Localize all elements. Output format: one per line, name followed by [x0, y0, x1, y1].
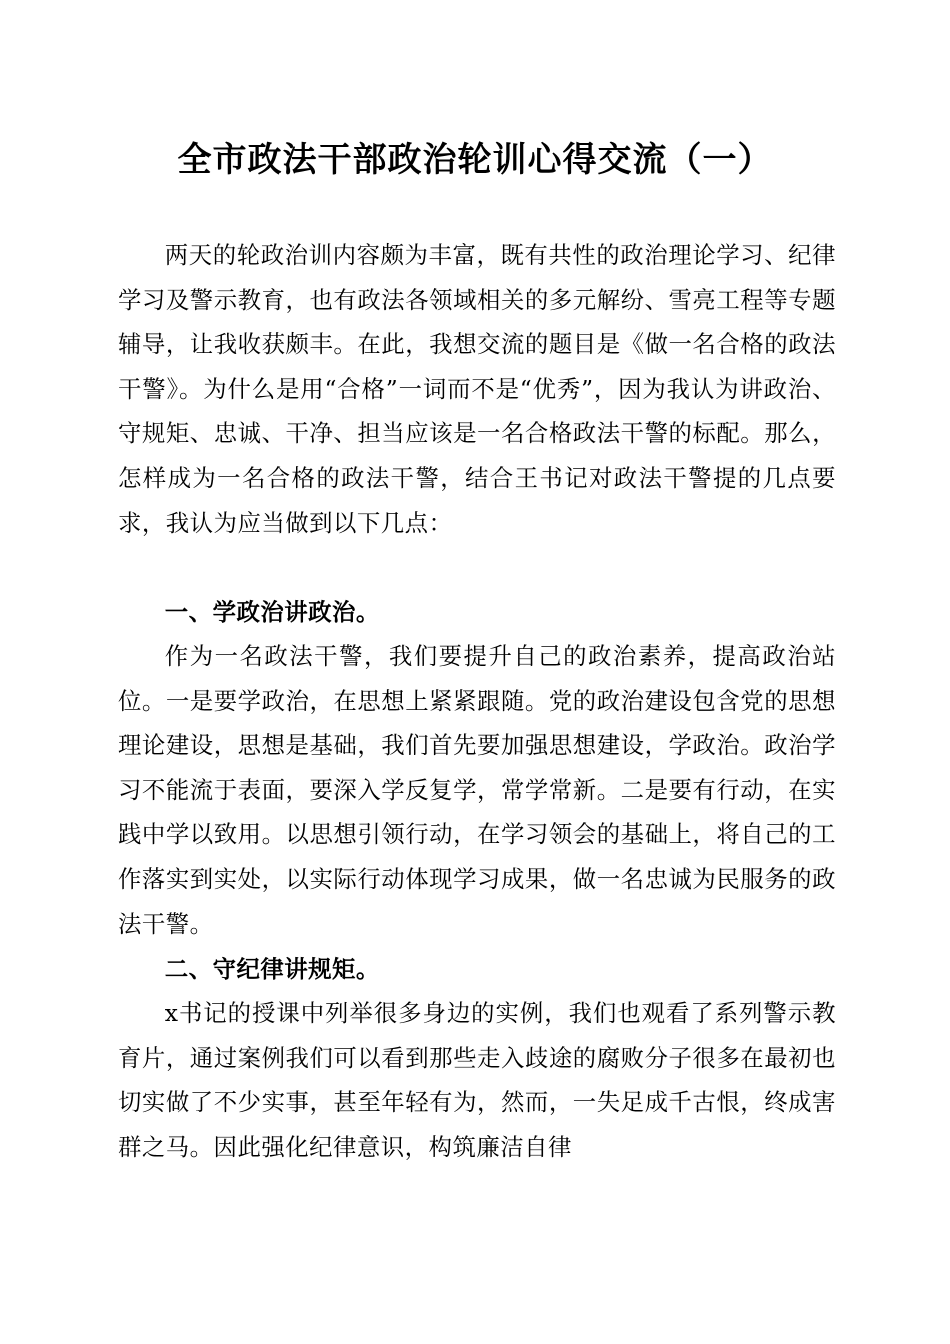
section-1-paragraph: 作为一名政法干警，我们要提升自己的政治素养，提高政治站位。一是要学政治，在思想上紧紧跟随。党的政治建设包含党的思想理论建设，思想是基础，我们首先要加强思想建设，学政治。政治学习不能流于表面，要深入学反复学，常学常新。二是要有行动，在实践中学以致用。以思想引领行动，在学习领会的基础上，将自己的工作落实到实处，以实际行动体现学习成果，做一名忠诚为民服务的政法干警。 [118, 642, 836, 938]
section-1-heading: 一、学政治讲政治。 [164, 598, 380, 626]
document-title: 全市政法干部政治轮训心得交流（一） [177, 140, 773, 180]
section-2-heading: 二、守纪律讲规矩。 [164, 955, 380, 983]
section-1-heading-block [118, 590, 836, 635]
section-2-body-block [118, 991, 836, 1169]
intro-paragraph: 两天的轮政治训内容颇为丰富，既有共性的政治理论学习、纪律学习及警示教育，也有政法各领域相关的多元解纷、雪亮工程等专题辅导，让我收获颇丰。在此，我想交流的题目是《做一名合格的政法干警》。为什么是用“合格”一词而不是“优秀”，因为我认为讲政治、守规矩、忠诚、干净、担当应该是一名合格政法干警的标配。那么，怎样成为一名合格的政法干警，结合王书记对政法干警提的几点要求，我认为应当做到以下几点： [118, 241, 836, 537]
intro-block [118, 233, 836, 545]
section-2-heading-block [118, 947, 836, 992]
section-1-body-block [118, 634, 836, 946]
section-2-paragraph: x书记的授课中列举很多身边的实例，我们也观看了系列警示教育片，通过案例我们可以看到那些走入歧途的腐败分子很多在最初也切实做了不少实事，甚至年轻有为，然而，一失足成千古恨，终成害群之马。因此强化纪律意识，构筑廉洁自律 [118, 999, 836, 1161]
